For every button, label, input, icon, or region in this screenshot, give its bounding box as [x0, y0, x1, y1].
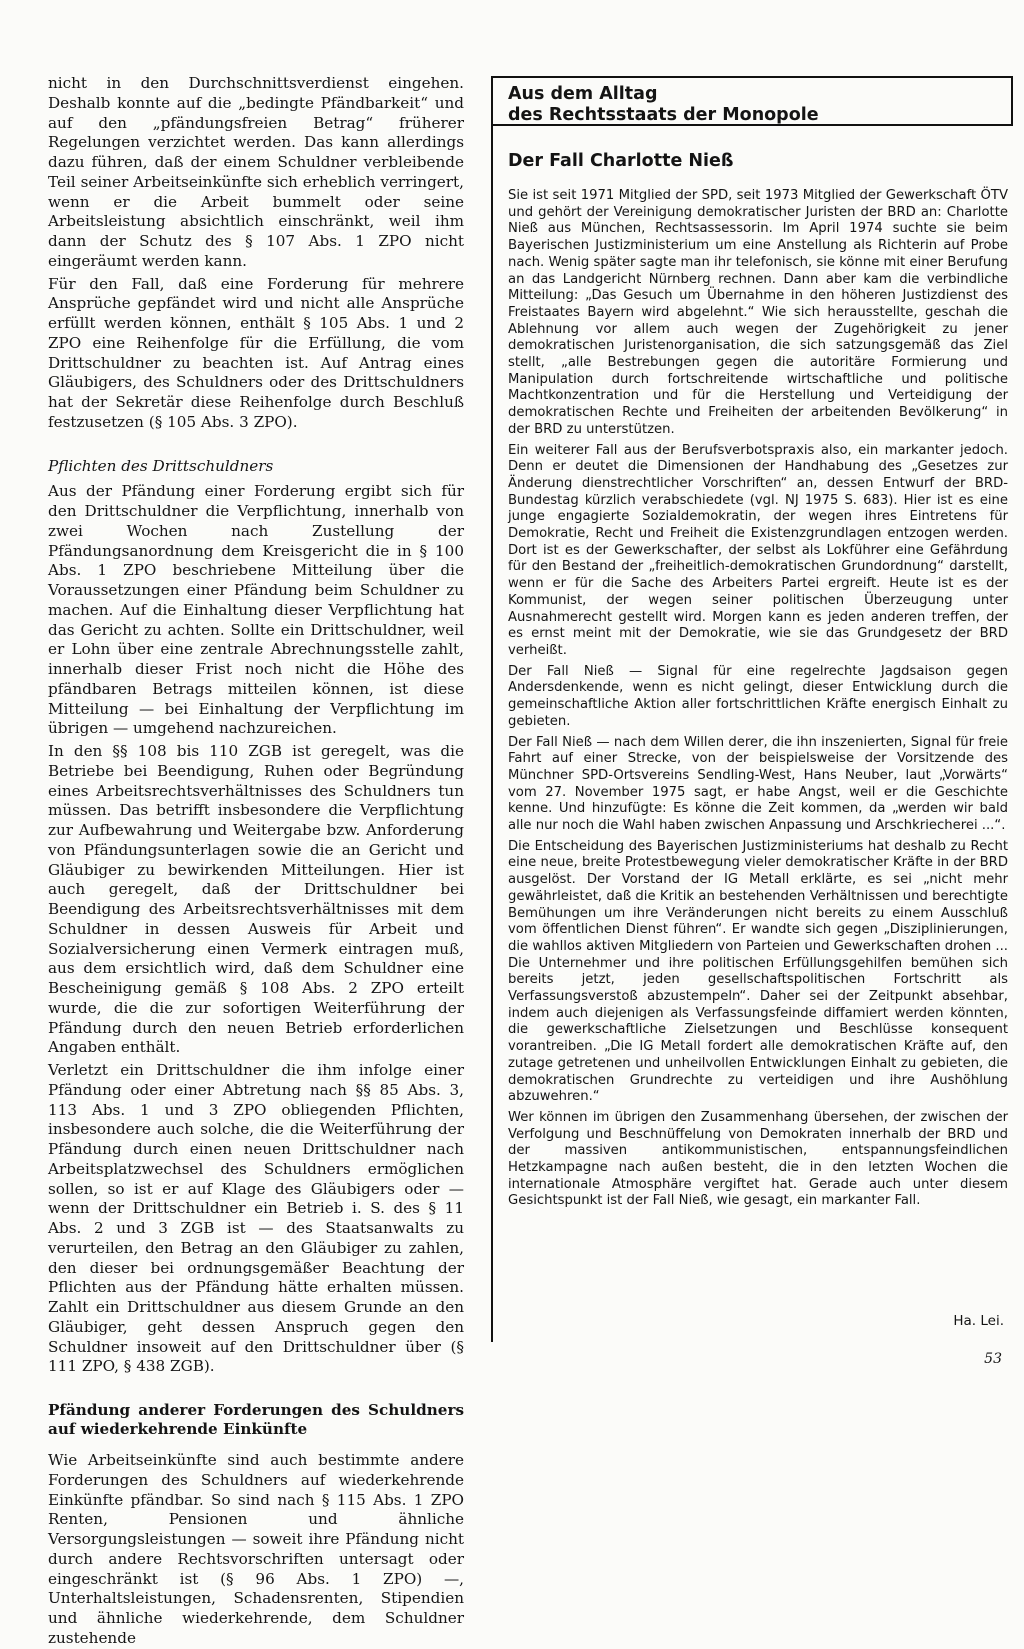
subheading-pfaendung: Pfändung anderer Forderungen des Schuldners auf wiederkehrende Einkünfte — [48, 1401, 464, 1438]
article-title: Der Fall Charlotte Nieß — [508, 151, 734, 171]
rubric-heading — [508, 84, 1008, 126]
rubric-line-1: Aus dem Alltag — [508, 84, 658, 104]
right-paragraph-3: Der Fall Nieß — Signal für eine regelrechte Jagdsaison gegen Andersdenkende, wenn es nicht gelingt, dieser Entwicklung durch die gemeinschaftliche Aktion aller fortschrittlichen Kräfte energisch Einhalt zu gebieten. — [508, 663, 1008, 729]
rubric-line-2: des Rechtsstaats der Monopole — [508, 105, 819, 125]
left-paragraph-4: In den §§ 108 bis 110 ZGB ist geregelt, was die Betriebe bei Beendigung, Ruhen oder Begründung eines Arbeitsrechtsverhältnisses des Schuldners tun müssen. Das betrifft insbesondere die Verpflichtung zur Aufbewahrung und Weitergabe bzw. Anforderung von Pfändungsunterlagen sowie die an Gericht und Gläubiger zu bewirkenden Mitteilungen. Hier ist auch geregelt, daß der Drittschuldner bei Beendigung des Arbeitsrechtsverhältnisses mit dem Schuldner in dessen Ausweis für Arbeit und Sozialversicherung einen Vermerk eintragen muß, aus dem ersichtlich wird, daß dem Schuldner eine Bescheinigung gemäß § 108 Abs. 2 ZPO erteilt wurde, die die zur sofortigen Weiterführung der Pfändung durch den neuen Betrieb erforderlichen Angaben enthält. — [48, 742, 464, 1057]
right-paragraph-1: Sie ist seit 1971 Mitglied der SPD, seit 1973 Mitglied der Gewerkschaft ÖTV und gehört der Vereinigung demokratischer Juristen der BRD an: Charlotte Nieß aus München, Rechtsassessorin. Im April 1974 suchte sie beim Bayerischen Justizministerium um eine Anstellung als Richterin auf Probe nach. Wenig später sagte man ihr telefonisch, sie könne mit einer Berufung an das Landgericht Nürnberg rechnen. Dann aber kam die verbindliche Mitteilung: „Das Gesuch um Übernahme in den höheren Justizdienst des Freistaates Bayern wird abgelehnt.“ Wie sich herausstellte, geschah die Ablehnung vor allem auch wegen der Zugehörigkeit zu jener demokratischen Juristenorganisation, die sich satzungsgemäß das Ziel stellt, „alle Bestrebungen gegen die autoritäre Formierung und Manipulation durch fortschreitende wirtschaftliche und politische Machtkonzentration und für die Herstellung und Verteidigung der demokratischen Rechte und Freiheiten der arbeitenden Bevölkerung“ in der BRD zu unterstützen. — [508, 188, 1008, 437]
subheading-pflichten: Pflichten des Drittschuldners — [48, 456, 274, 475]
left-paragraph-1: nicht in den Durchschnittsverdienst eingehen. Deshalb konnte auf die „bedingte Pfändbarkeit“ und auf den „pfändungsfreien Betrag“ früherer Regelungen verzichtet werden. Das kann allerdings dazu führen, daß der einem Schuldner verbleibende Teil seiner Arbeitseinkünfte sich erheblich verringert, wenn er die Arbeit bummelt oder seine Arbeitsleistung absichtlich einschränkt, weil ihm dann der Schutz des § 107 Abs. 1 ZPO nicht eingeräumt werden kann. — [48, 74, 464, 270]
right-paragraph-6: Wer können im übrigen den Zusammenhang übersehen, der zwischen der Verfolgung und Beschnüffelung von Demokraten innerhalb der BRD und der massiven antikommunistischen, entspannungsfeindlichen Hetzkampagne nach außen besteht, die in den letzten Wochen die internationale Atmosphäre vergiftet hat. Gerade auch unter diesem Gesichtspunkt ist der Fall Nieß, wie gesagt, ein markanter Fall. — [508, 1109, 1008, 1209]
right-paragraph-2: Ein weiterer Fall aus der Berufsverbotspraxis also, ein markanter jedoch. Denn er deutet die Dimensionen der Handhabung des „Gesetzes zur Änderung dienstrechtlicher Vorschriften“ an, dessen Entwurf der BRD-Bundestag kürzlich verabschiedete (vgl. NJ 1975 S. 683). Hier ist es eine junge engagierte Sozialdemokratin, der wegen ihres Eintretens für Demokratie, Recht und Freiheit die Existenzgrundlagen entzogen werden. Dort ist es der Gewerkschafter, der selbst als Lokführer eine Gefährdung für den Bestand der „freiheitlich-demokratischen Grundordnung“ darstellt, wenn er für die Sache des Arbeiters Partei ergreift. Heute ist es der Kommunist, der wegen seiner politischen Überzeugung unter Ausnahmerecht gestellt wird. Morgen kann es jeden anderen treffen, der es ernst meint mit der Demokratie, wie sie das Grundgesetz der BRD verheißt. — [508, 442, 1008, 658]
column-divider — [491, 76, 493, 1342]
left-paragraph-2: Für den Fall, daß eine Forderung für mehrere Ansprüche gepfändet wird und nicht alle Ansprüche erfüllt werden können, enthält § 105 Abs. 1 und 2 ZPO eine Reihenfolge für die Erfüllung, die vom Drittschuldner zu beachten ist. Auf Antrag eines Gläubigers, des Schuldners oder des Drittschuldners hat der Sekretär diese Reihenfolge durch Beschluß festzusetzen (§ 105 Abs. 3 ZPO). — [48, 274, 464, 431]
left-paragraph-5: Verletzt ein Drittschuldner die ihm infolge einer Pfändung oder einer Abtretung nach §§ 85 Abs. 3, 113 Abs. 1 und 3 ZPO obliegenden Pflichten, insbesondere auch solche, die die Weiterführung der Pfändung durch einen neuen Drittschuldner nach Arbeitsplatzwechsel des Schuldners ermöglichen sollen, so ist er auf Klage des Gläubigers oder — wenn der Drittschuldner ein Betrieb i. S. des § 11 Abs. 2 und 3 ZGB ist — des Staatsanwalts zu verurteilen, den Betrag an den Gläubiger zu zahlen, den dieser bei ordnungsgemäßer Beachtung der Pflichten aus der Pfändung hätte erhalten müssen. Zahlt ein Drittschuldner aus diesem Grunde an den Gläubiger, geht dessen Anspruch gegen den Schuldner insoweit auf den Drittschuldner über (§ 111 ZPO, § 438 ZGB). — [48, 1061, 464, 1376]
right-paragraph-4: Der Fall Nieß — nach dem Willen derer, die ihn inszenierten, Signal für freie Fahrt auf einer Strecke, von der beispielsweise der Vorsitzende des Münchner SPD-Ortsvereins Sendling-West, Hans Neuber, laut „Vorwärts“ vom 27. November 1975 sagt, er habe Angst, weil er die Geschichte kenne. Und hinzufügte: Es könne die Zeit kommen, da „werden wir bald alle nur noch die Wahl haben zwischen Anpassung und Arschkriecherei ...“. — [508, 734, 1008, 834]
right-column — [508, 188, 1008, 1210]
left-paragraph-3: Aus der Pfändung einer Forderung ergibt sich für den Drittschuldner die Verpflichtung, innerhalb von zwei Wochen nach Zustellung der Pfändungsanordnung dem Kreisgericht die in § 100 Abs. 1 ZPO beschriebene Mitteilung über die Voraussetzungen einer Pfändung beim Schuldner zu machen. Auf die Einhaltung dieser Verpflichtung hat das Gericht zu achten. Sollte ein Drittschuldner, weil er Lohn über eine zentrale Abrechnungsstelle zahlt, innerhalb dieser Frist noch nicht die Höhe des pfändbaren Betrags mitteilen können, ist diese Mitteilung — bei Einhaltung der Verpflichtung im übrigen — umgehend nachzureichen. — [48, 482, 464, 738]
page-number: 53 — [984, 1351, 1002, 1367]
left-column — [48, 74, 464, 1649]
author-signature: Ha. Lei. — [953, 1313, 1004, 1329]
right-paragraph-5: Die Entscheidung des Bayerischen Justizministeriums hat deshalb zu Recht eine neue, breite Protestbewegung vieler demokratischer Kräfte in der BRD ausgelöst. Der Vorstand der IG Metall erklärte, es sei „nicht mehr gewährleistet, daß die Kritik an bestehenden Verhältnissen und berechtigte Bemühungen um ihre Veränderungen nicht bereits zu einem Ausschluß vom öffentlichen Dienst führen“. Er wandte sich gegen „Disziplinierungen, die wahllos aktiven Mitgliedern von Parteien und Gewerkschaften drohen ... Die Unternehmer und ihre politischen Erfüllungsgehilfen bemühen sich bereits jetzt, jeden gesellschaftspolitischen Fortschritt als Verfassungsverstoß abzustempeln“. Daher sei der Zeitpunkt absehbar, indem auch diejenigen als Verfassungsfeinde diffamiert werden könnten, die gewerkschaftliche Zielsetzungen und Beschlüsse konsequent vorantreiben. „Die IG Metall fordert alle demokratischen Kräfte auf, den zutage getretenen und unheilvollen Entwicklungen Einhalt zu gebieten, die demokratischen Grundrechte zu verteidigen und ihre Aushöhlung abzuwehren.“ — [508, 838, 1008, 1105]
left-paragraph-6: Wie Arbeitseinkünfte sind auch bestimmte andere Forderungen des Schuldners auf wiederkehrende Einkünfte pfändbar. So sind nach § 115 Abs. 1 ZPO Renten, Pensionen und ähnliche Versorgungsleistungen — soweit ihre Pfändung nicht durch andere Rechtsvorschriften untersagt oder eingeschränkt ist (§ 96 Abs. 1 ZPO) —, Unterhaltsleistungen, Schadensrenten, Stipendien und ähnliche wiederkehrende, dem Schuldner zustehende — [48, 1451, 464, 1647]
